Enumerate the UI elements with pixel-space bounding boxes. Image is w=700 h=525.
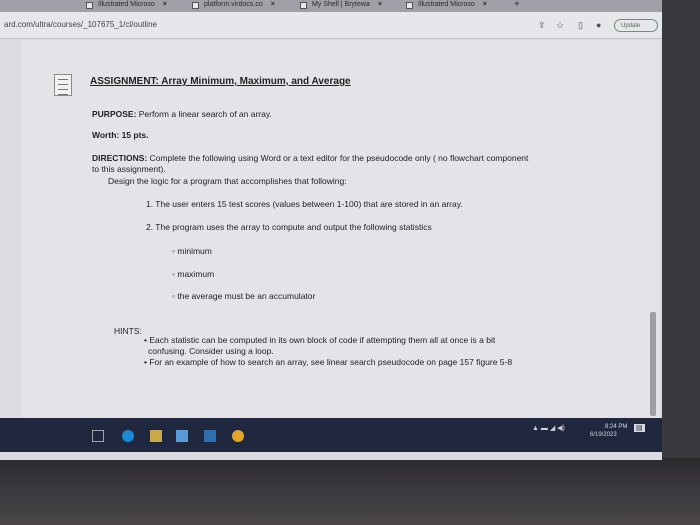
notification-icon[interactable]: ▤ [636, 425, 643, 432]
share-icon[interactable]: ⇪ [538, 20, 546, 30]
update-button[interactable]: Update [614, 19, 658, 32]
tab-label: My Shell | Brytewa [312, 1, 370, 8]
scrollbar-thumb[interactable] [650, 312, 656, 416]
close-icon[interactable]: × [270, 1, 275, 8]
address-bar [0, 12, 662, 39]
document-icon [300, 2, 307, 9]
worth-line: Worth: 15 pts. [92, 130, 149, 140]
monitor-bezel-right [660, 0, 700, 460]
desk-area [0, 458, 700, 525]
document-icon [192, 2, 199, 9]
tab-label: Illustrated Microso [98, 1, 155, 8]
bullet-icon: ◦ [172, 246, 178, 256]
directions-line-2: to this assignment). [92, 164, 166, 174]
edge-icon[interactable] [122, 430, 134, 442]
url-input[interactable]: ard.com/ultra/courses/_107675_1/cl/outline [4, 20, 157, 29]
mail-icon[interactable] [204, 430, 216, 442]
star-icon[interactable]: ☆ [556, 20, 565, 30]
hint-item-continued: confusing. Consider using a loop. [148, 346, 274, 356]
tab-illustrated-2[interactable] [404, 0, 487, 12]
windows-taskbar [0, 418, 662, 452]
stat-label: the average must be an accumulator [177, 291, 316, 301]
file-explorer-icon[interactable] [150, 430, 162, 442]
document-icon [86, 2, 93, 9]
tab-platform[interactable] [190, 0, 275, 12]
tab-bar [0, 0, 662, 12]
close-icon[interactable]: × [482, 1, 487, 8]
purpose-line [92, 109, 272, 119]
task-view-icon[interactable] [92, 430, 104, 442]
bullet-icon: • [144, 335, 150, 345]
hints-label: HINTS: [114, 326, 142, 336]
tab-label: platform.virdocs.co [204, 1, 263, 8]
close-icon[interactable]: × [162, 1, 167, 8]
stat-label: minimum [177, 246, 212, 256]
tab-my-shell[interactable] [298, 0, 382, 12]
directions-label: DIRECTIONS: [92, 153, 148, 163]
purpose-label: PURPOSE: [92, 109, 137, 119]
directions-text: Complete the following using Word or a text editor for the pseudocode only ( no flowchart component [147, 153, 529, 163]
hint-text: Each statistic can be computed in its own block of code if attempting them all at once is a bit [149, 335, 496, 345]
profile-icon[interactable]: ● [596, 20, 602, 30]
stat-label: maximum [177, 269, 215, 279]
stat-item [172, 246, 212, 256]
step-item: 1. The user enters 15 test scores (values between 1-100) that are stored in an array. [146, 199, 463, 209]
tab-illustrated-1[interactable] [84, 0, 167, 12]
stat-item [172, 269, 214, 279]
document-icon [406, 2, 413, 9]
taskbar-time[interactable]: 8:24 PM [605, 424, 628, 430]
hint-item [144, 357, 512, 367]
tab-label: Illustrated Microso [418, 1, 475, 8]
bullet-icon: ◦ [172, 291, 178, 301]
new-tab-button[interactable]: + [514, 0, 520, 10]
sidebar-icon[interactable]: ▯ [578, 20, 583, 30]
taskbar-date[interactable]: 6/19/2023 [590, 432, 617, 438]
bullet-icon: • [144, 357, 150, 367]
stat-item [172, 291, 315, 301]
store-icon[interactable] [176, 430, 188, 442]
assignment-page [22, 40, 660, 418]
assignment-title: ASSIGNMENT: Array Minimum, Maximum, and Average [90, 76, 351, 87]
hint-item [144, 335, 495, 345]
close-icon[interactable]: × [377, 1, 382, 8]
step-item: 2. The program uses the array to compute and output the following statistics [146, 222, 432, 232]
directions-line [92, 153, 528, 163]
purpose-text: Perform a linear search of an array. [136, 109, 272, 119]
network-icon[interactable]: ▲ ▬ ◢ ◀) [532, 425, 565, 432]
chrome-icon[interactable] [232, 430, 244, 442]
design-line: Design the logic for a program that accomplishes that following: [108, 176, 347, 186]
hint-text: For an example of how to search an array, see linear search pseudocode on page 157 figure 5-8 [149, 357, 513, 367]
document-icon [54, 74, 72, 96]
bullet-icon: ◦ [172, 269, 178, 279]
